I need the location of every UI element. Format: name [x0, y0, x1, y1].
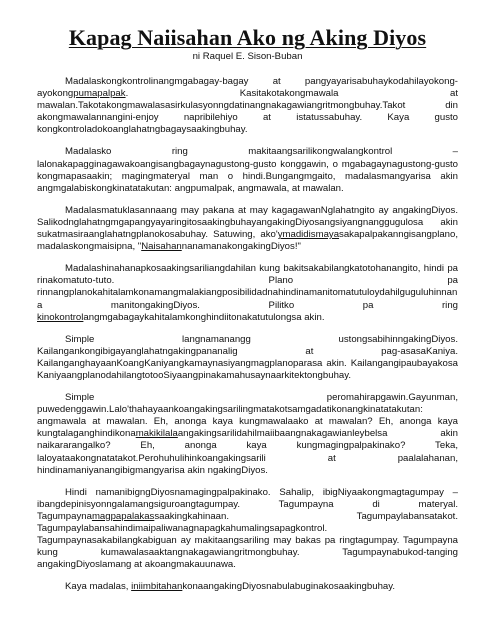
paragraph-4: [37, 263, 458, 323]
text-segment: Kaya madalas,: [65, 581, 132, 593]
underlined-word: pumapalpak: [73, 88, 126, 100]
text-segment: Madalaskongkontrolinangmgabagay-bagay at pangyayarisabuhaykodahilayokong-ayokong: [37, 76, 458, 100]
text-segment: saakingkahinaan. Tagumpaylabansatakot. Tagumpaylabansahindimaipaliwanagnapagkahumalingsapagkontrol. Tagumpaynasakabilangkabiguan ay makitaangsariling may bakas pa ringtagumpay. Tagumpayna kung kumawalasaaktangnakagawiangritmongbuhay. Tagumpaynabukod-tanging angakingDiyoslamang at akoangmakauunawa.: [37, 510, 458, 571]
text-segment: angmgabagaykahitalamkonghindiitonakatutulongsa akin.: [83, 311, 325, 323]
author-line: ni Raquel E. Sison-Buban: [192, 51, 303, 62]
paragraph-1: [37, 76, 458, 136]
underlined-word: iniimbitahan: [131, 581, 183, 593]
underlined-word: makikilala: [135, 428, 178, 440]
paragraph-6: [37, 392, 458, 477]
document-title: Kapag Naiisahan Ako ng Aking Diyos: [68, 25, 427, 50]
text-segment: Madalasko ring makitaangsarilikongwalangkontrol – lalonakapagginagawakoangisangbagaynagustong-gusto konggawin, o mgabagaynagustong-gusto kongmapasaakin; magingmateryal man o hindi.Bungangmgaito, madalasmangyarisa akin angmgalabiskongkinatatakutan: angpumalpak, angmawala, at mawalan.: [37, 146, 458, 194]
text-segment: Madalashinahanapkosaakingsariliangdahilan kung bakitsakabilangkatotohanangito, hindi pa rinakomatuto-tuto. Plano pa rinnangplanokahitalamkonamangmalakiangposibilidadnahindinamanitomatutuloydahilguguluhinnana manitongakingDiyos. Pilitko pa ring: [37, 263, 458, 311]
underlined-word: magpapalakas: [91, 510, 155, 522]
text-segment: Hindi namanibigngDiyosnamagingpalpakinako. Sahalip, ibigNiyaakongmagtagumpay – ibangdepinisyonngalamangsiguroangtagumpay. Tagumpayna di materyal. Tagumpayna: [37, 486, 458, 522]
underlined-word: Naisahan: [141, 241, 182, 253]
paragraph-5: [37, 334, 458, 382]
text-segment: Madalasmatuklasannaang may pakana at may kagagawanNglahatngito ay angakingDiyos. SalikodnglahatngmgapangyayaringitosaakingbuhayangakingDiyosangsiyangnanggugulosa akin sukatmasiraanglahatngplanokosabuhay. Satuwing, ako': [37, 204, 458, 241]
text-segment: angakingsarilidahilmaiibaangnakagawianleybelsa akin naikararangalko? Eh, anonga kaya kungmagingpalpakinako? Teka, laloyataakongnatatakot.Perohuhulihinkoangakingsarili at paalalahanan, hindinamaniyanangibigmangyarisa akin ngakingDiyos.: [37, 428, 458, 476]
text-segment: sakapalpakanngisangplano, madalaskongmaisipna, ": [37, 229, 458, 253]
underlined-word: kinokontrol: [37, 311, 84, 323]
underlined-word: ymadidismaya: [277, 229, 340, 241]
text-segment: nanamanakongakingDiyos!": [181, 241, 301, 253]
paragraph-7: [37, 487, 458, 572]
paragraph-2: [37, 146, 458, 194]
text-segment: Simple langnamanangg ustongsabihinngakingDiyos. Kailangankongibigayanglahatngakingpananalig at pag-asasaKaniya. KailanganghayaanKoangKaniyangkamaynasiyangmagplanoparasa akin. Kailangangipaubayakosa KaniyaangplanodahilangtotooSiyaangpinakamahusaynaarkitektongbuhay.: [37, 333, 458, 381]
paragraph-8: [37, 581, 458, 593]
text-segment: . Kasitakotakongmawala at mawalan.Takotakongmawalasasirkulasyonngdatinangnakagawiangritmongbuhay.Takot din akongmawalannangini-enjoy napribilehiyo at istatussabuhay. Kaya gusto kongkontroladokoanglahatngbagaysaakingbuhay.: [37, 88, 458, 136]
paragraph-3: [37, 205, 458, 253]
text-segment: konaangakingDiyosnabulabuginakosaakingbuhay.: [182, 581, 395, 593]
text-segment: Simple peromahirapgawin.Gayunman, puwedenggawin.Lalo'thahayaankoangakingsarilingmatakotsamgadatikonangkinatatakutan: angmawala at mawalan. Eh, anonga kaya kungmawalaako at mawalan? Eh, anonga kaya kungtalaganghindikona: [37, 392, 458, 440]
document-body: [37, 76, 458, 593]
